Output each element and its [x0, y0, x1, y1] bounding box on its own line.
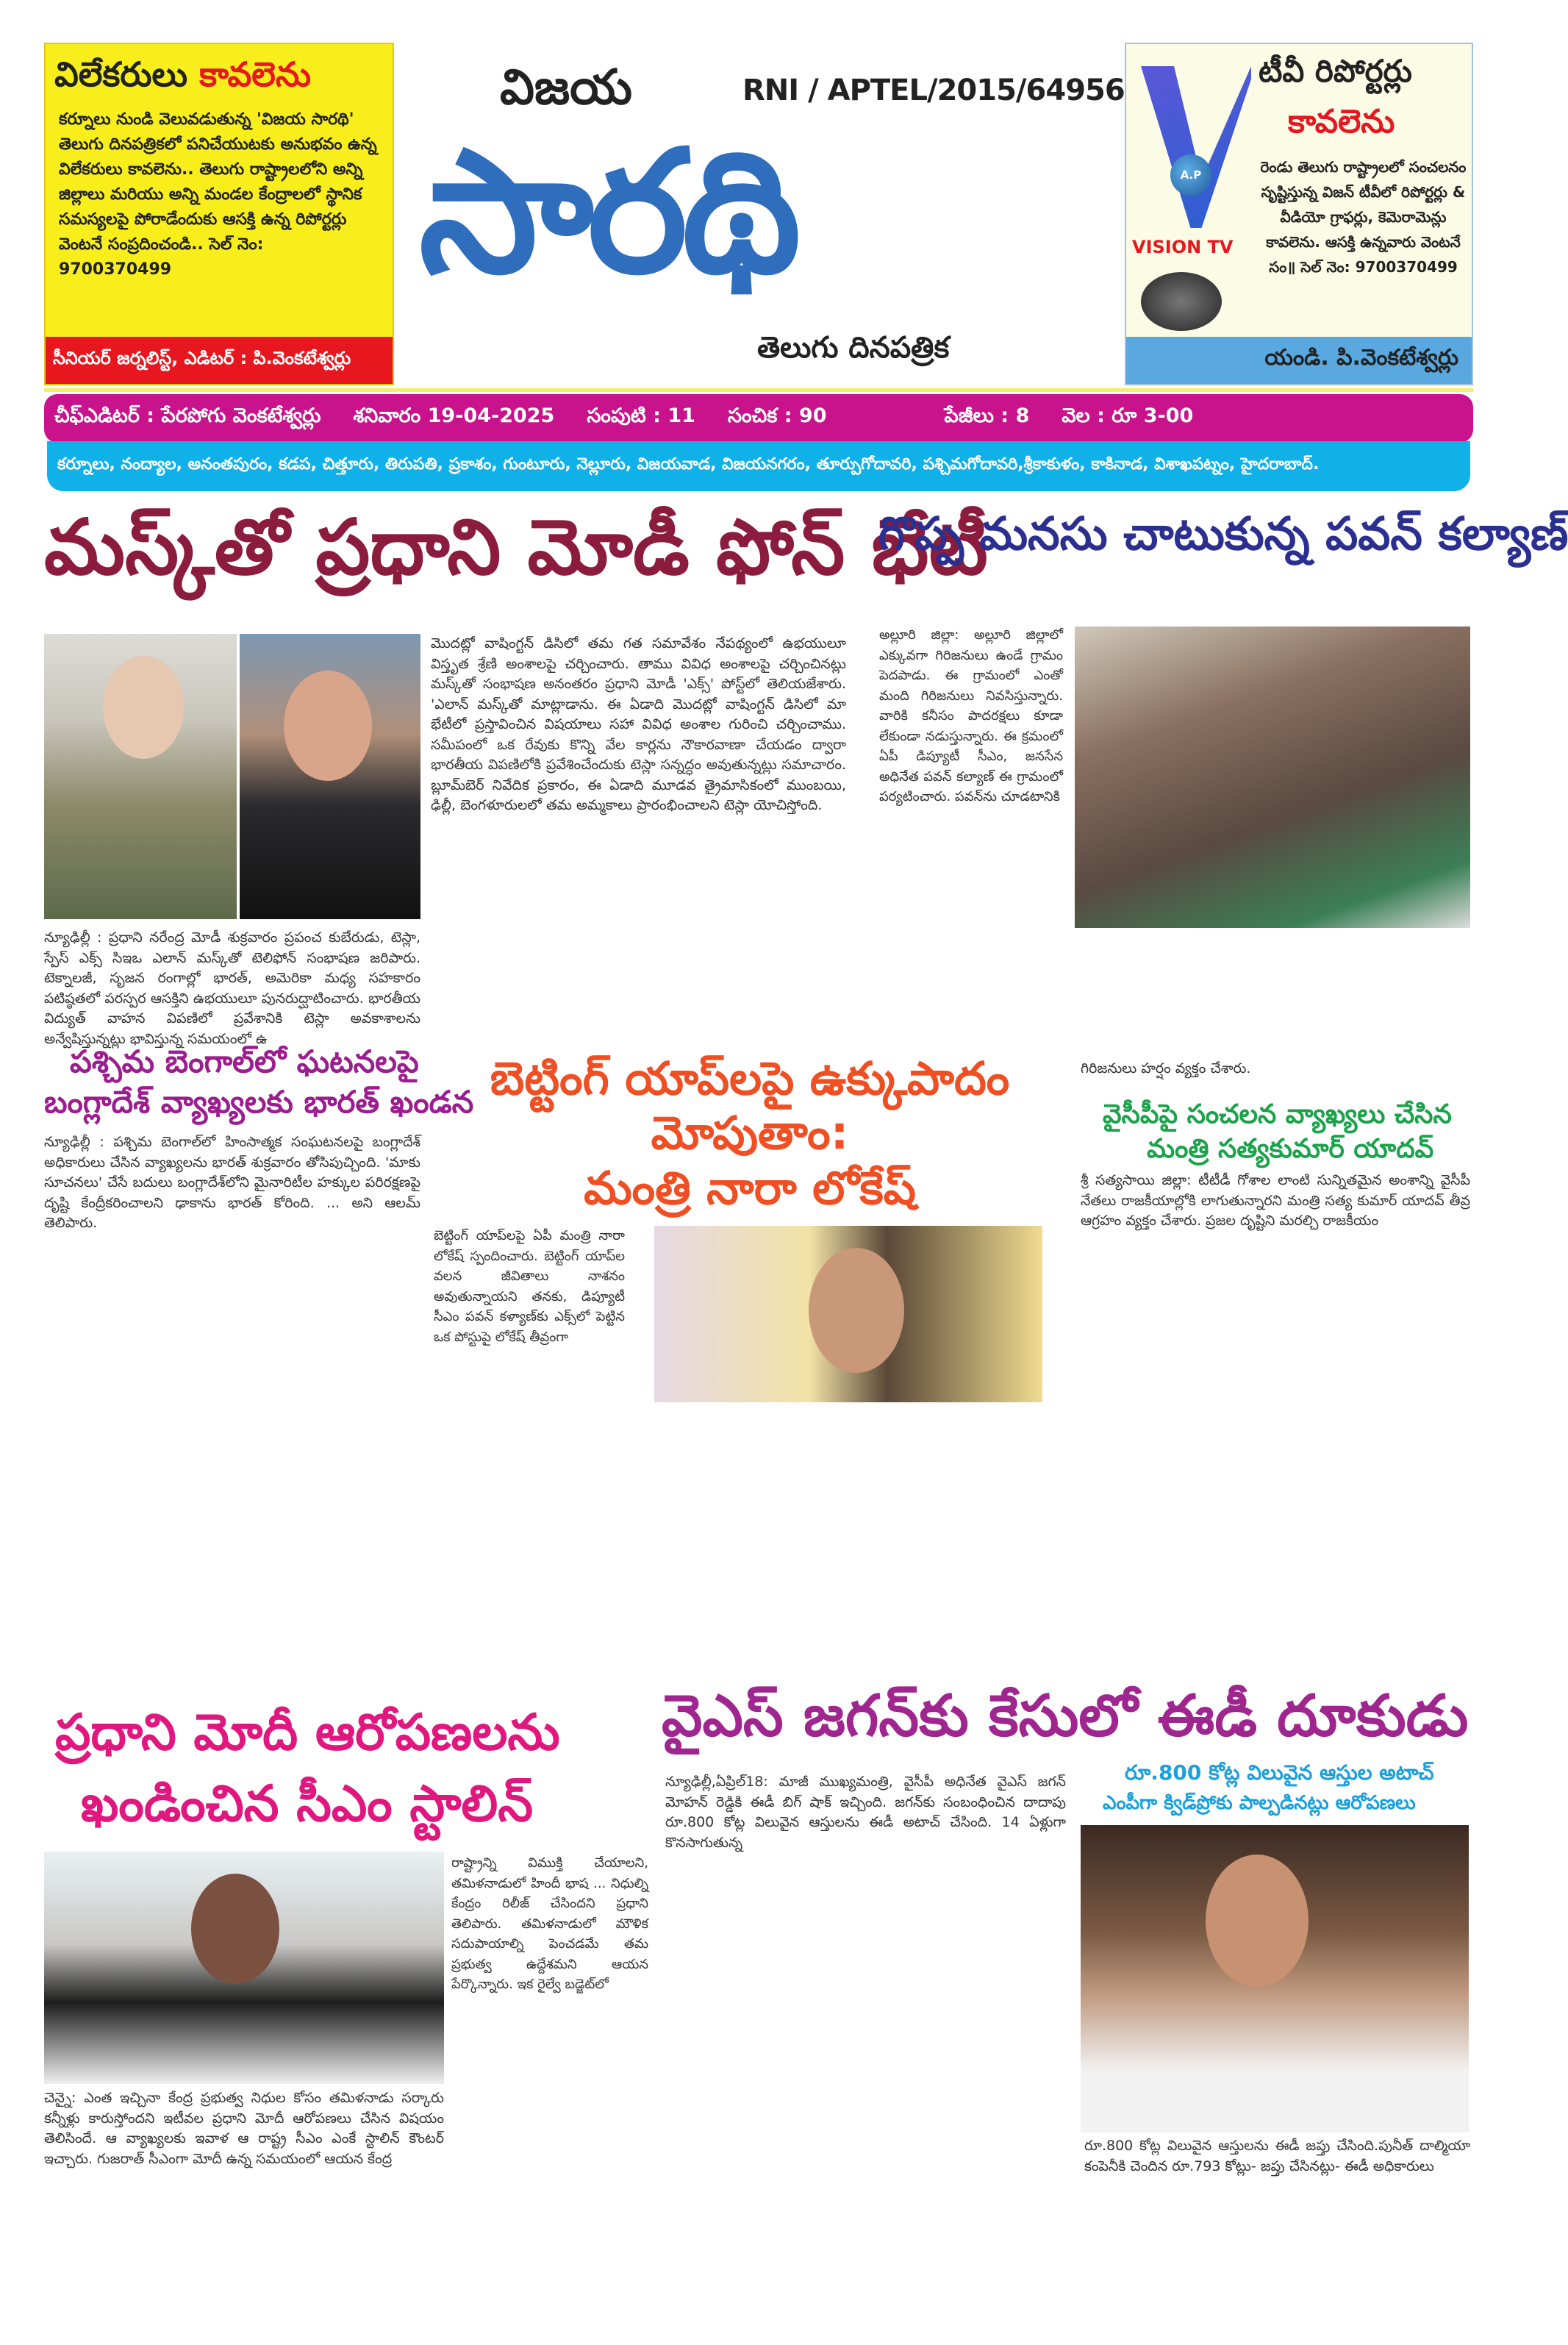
- masthead-logo: సారథి: [419, 115, 795, 311]
- article-body: శ్రీ సత్యసాయి జిల్లా: టీటీడీ గోశాల లాంటి సున్నితమైన అంశాన్ని వైసీపీ నేతలు రాజకీయాల్లోకి లాగుతున్నారని మంత్రి సత్య కుమార్ యాదవ్ తీవ్ర ఆగ్రహం వ్యక్తం చేశారు. ప్రజల దృష్టిని మరల్చి రాజకీయం: [1081, 1172, 1470, 1229]
- ad-title-red: కావలెను: [199, 54, 312, 94]
- article-tail: రూ.800 కోట్ల విలువైన ఆస్తులను ఈడీ జప్తు చేసింది.పునీత్ దాల్మియా కంపెనీకి చెందిన రూ.793 కోట్లు- జప్తు చేసినట్లు- ఈడీ అధికారులు: [1084, 2138, 1470, 2174]
- volume: సంపుటి : 11: [587, 404, 695, 427]
- ad-title: విలేకరులు: [54, 54, 188, 94]
- ad-body: రెండు తెలుగు రాష్ట్రాలలో సంచలనం సృష్టిస్తున్న విజన్ టీవీలో రిపోర్టర్లు & వీడియో గ్రాఫర్లు, కెమెరామెన్లు కావలెను. ఆసక్తి ఉన్నవారు వెంటనే సం॥ సెల్ నెం: 9700370499: [1260, 158, 1467, 276]
- ad-body: కర్నూలు నుండి వెలువడుతున్న 'విజయ సారథి' తెలుగు దినపత్రికలో పనిచేయుటకు అనుభవం ఉన్న విలేకరులు కావలెను.. తెలుగు రాష్ట్రాలలోని అన్ని జిల్లాలు మరియు అన్ని మండల కేంద్రాలలో స్థానిక సమస్యలపై పోరాడేందుకు ఆసక్తి ఉన్న రిపోర్టర్లు వెంటనే సంప్రదించండి.. సెల్ నెం: 9700370499: [59, 110, 377, 279]
- masthead-tagline: తెలుగు దినపత్రిక: [757, 331, 950, 365]
- subhead-jagan-2: ఎంపీగా క్విడ్‌ప్రోకు పాల్పడినట్లు ఆరోపణలు: [1103, 1792, 1416, 1814]
- article-body: రాష్ట్రాన్ని విముక్తి చేయాలని, తమిళనాడులో హిందీ భాష ... నిధుల్ని కేంద్రం రిలీజ్ చేసిందని ప్రధాని తెలిపారు. తమిళనాడులో మౌళిక సదుపాయాల్ని పెంచడమే తమ ప్రభుత్వ ఉద్దేశమని ఆయన పేర్కొన్నారు. ఇక రైల్వే బడ్జెట్‌లో: [451, 1855, 648, 1992]
- headline-musk-modi: మస్క్‌తో ప్రధాని మోడీ ఫోన్ భేటీ: [44, 502, 988, 592]
- ad-title: టీవీ రిపోర్టర్లు: [1259, 53, 1412, 89]
- headline-jagan-ed: వైఎస్ జగన్‌కు కేసులో ఈడీ దూకుడు: [662, 1683, 1469, 1749]
- photo-jagan: [1081, 1825, 1469, 2132]
- divider: [44, 388, 1473, 392]
- microphone-icon: [1141, 272, 1222, 331]
- photo-nara-lokesh: [654, 1226, 1042, 1402]
- article-body: న్యూఢిల్లీ : పశ్చిమ బెంగాల్‌లో హింసాత్మక సంఘటనలపై బంగ్లాదేశ్ అధికారులు చేసిన వ్యాఖ్యలను భారత్ శుక్రవారం తోసిపుచ్చింది. 'మాకు సూచనలు' చేసే బదులు బంగ్లాదేశ్‌లోని మైనారిటీల హక్కుల పరిరక్షణపై దృష్టి కేంద్రీకరించాలని ఢాకాను భారత్ కోరింది. ... అని ఆలమ్ తెలిపారు.: [44, 1134, 420, 1231]
- ad-title-red: కావలెను: [1288, 103, 1395, 140]
- ap-globe-icon: A.P: [1170, 154, 1211, 196]
- chief-editor: చీఫ్ఎడిటర్ : పేరపోగు వెంకటేశ్వర్లు: [54, 404, 321, 427]
- ad-footer: యండి. పి.వెంకటేశ్వర్లు: [1126, 337, 1472, 384]
- subhead-jagan-1: రూ.800 కోట్ల విలువైన ఆస్తుల అటాచ్: [1125, 1760, 1434, 1785]
- article-lokesh: [434, 1052, 1066, 1677]
- article-lead: న్యూఢిల్లీ : ప్రధాని నరేంద్ర మోడీ శుక్రవారం ప్రపంచ కుబేరుడు, టెస్లా, స్పేస్ ఎక్స్ సిఇఒ ఎలాన్ మస్క్‌తో టెలిఫోన్ సంభాషణ జరిపారు. టెక్నాలజీ, సృజన రంగాల్లో భారత్, అమెరికా మధ్య సహకారం పటిష్ఠతలో పరస్పర ఆసక్తిని ఉభయులూ పునరుద్ఘాటించారు. భారతీయ విద్యుత్ వాహన విపణిలో ప్రవేశానికి టెస్లా అవకాశాలను అన్వేషిస్తున్నట్లు భావిస్తున్న సమయంలో ఉ: [44, 929, 420, 1047]
- masthead-vijaya: విజయ: [500, 59, 633, 115]
- headline-pawan-kalyan: గొప్ప మనసు చాటుకున్న పవన్ కల్యాణ్: [878, 507, 1568, 560]
- article-tail: గిరిజనులు హర్షం వ్యక్తం చేశారు.: [1081, 1060, 1251, 1077]
- article-lead: చెన్నై: ఎంత ఇచ్చినా కేంద్ర ప్రభుత్వ నిధుల కోసం తమిళనాడు సర్కారు కన్నీళ్లు కారుస్తోందని ఇటీవల ప్రధాని మోదీ ఆరోపణలు చేసిన విషయం తెలిసిందే. ఆ వ్యాఖ్యలకు ఇవాళ ఆ రాష్ట్ర సీఎం ఎంకే స్టాలిన్ కౌంటర్ ఇచ్చారు. గుజరాత్ సీఎంగా మోదీ ఉన్న సమయంలో ఆయన కేంద్ర: [44, 2090, 444, 2167]
- article-body: మొదట్లో వాషింగ్టన్ డిసిలో తమ గత సమావేశం నేపథ్యంలో ఉభయులూ విస్తృత శ్రేణి అంశాలపై చర్చించారు. తాము వివిధ అంశాలపై చర్చించినట్లు మస్క్‌తో సంభాషణ అనంతరం ప్రధాని మోడీ 'ఎక్స్' పోస్ట్‌లో తెలియజేశారు. 'ఎలాన్ మస్క్‌తో మాట్లాడాను. ఈ ఏడాది మొదట్లో వాషింగ్టన్ డిసిలో మా భేటీలో ప్రస్తావించిన విషయాలు సహా వివిధ అంశాల గురించి చర్చించాము. సమీపంలో ఒక రేవుకు కొన్ని వేల కార్లను నౌకారవాణా చేయడం ద్వారా భారతీయ విపణిలోకి ప్రవేశించేందుకు టెస్లా సన్నద్ధం అవుతున్నట్లు సమాచారం. బ్లూమ్‌బెర్ నివేదిక ప్రకారం, ఈ ఏడాది మూడవ త్రైమాసికంలో ముంబయి, ఢిల్లీ, బెంగళూరులలో తమ అమ్మకాలు ప్రారంభించాలని టెస్లా యోచిస్తోంది.: [431, 635, 846, 813]
- headline-lokesh-1: బెట్టింగ్ యాప్‌లపై ఉక్కుపాదం మోపుతాం:: [490, 1052, 1010, 1160]
- issue-number: సంచిక : 90: [727, 404, 827, 427]
- headline-satyakumar-1: వైసీపీపై సంచలన వ్యాఖ్యలు చేసిన: [1103, 1099, 1452, 1129]
- page-count: పేజీలు : 8: [944, 404, 1030, 427]
- headline-bengal-1: పశ్చిమ బెంగాల్‌లో ఘటనలపై: [70, 1043, 419, 1079]
- issue-date: శనివారం 19-04-2025: [353, 404, 555, 427]
- price: వెల : రూ 3-00: [1062, 404, 1194, 427]
- tv-reporters-ad: [1125, 43, 1473, 385]
- photo-modi: [44, 634, 237, 919]
- headline-lokesh-2: మంత్రి నారా లోకేష్: [584, 1160, 916, 1215]
- vision-logo-icon: [1141, 66, 1251, 228]
- headline-bengal-2: బంగ్లాదేశ్ వ్యాఖ్యలకు భారత్ ఖండన: [44, 1084, 474, 1120]
- article-body: న్యూఢిల్లీ,ఏప్రిల్18: మాజీ ముఖ్యమంత్రి, వైసీపీ అధినేత వైఎస్ జగన్ మోహన్ రెడ్డికి ఈడీ బిగ్ షాక్ ఇచ్చింది. జగన్‌కు సంబంధించిన దాదాపు రూ.800 కోట్ల విలువైన ఆస్తులను ఈడీ అటాచ్ చేసింది. 14 ఏళ్లుగా కొనసాగుతున్న: [665, 1774, 1066, 1851]
- article-body: అల్లూరి జిల్లా: అల్లూరి జిల్లాలో ఎక్కువగా గిరిజనులు ఉండే గ్రామం పెదపాడు. ఈ గ్రామంలో ఎంతో మంది గిరిజనులు నివసిస్తున్నారు. వారికి కనీసం పాదరక్షలు కూడా లేకుండా నడుస్తున్నారు. ఈ క్రమంలో ఏపీ డిప్యూటీ సీఎం, జనసేన అధినేత పవన్ కల్యాణ్ ఈ గ్రామంలో పర్యటించారు. పవన్‌ను చూడటానికి: [879, 627, 1063, 804]
- photo-pawan-kalyan-crowd: [1075, 627, 1470, 928]
- editions-city-bar: కర్నూలు, నంద్యాల, అనంతపురం, కడప, చిత్తూరు, తిరుపతి, ప్రకాశం, గుంటూరు, నెల్లూరు, విజయవాడ, విజయనగరం, తూర్పుగోదావరి, పశ్చిమగోదావరి,శ్రీకాకుళం, కాకినాడ, విశాఖపట్నం, హైదరాబాద్.: [47, 441, 1470, 491]
- article-body: బెట్టింగ్ యాప్‌లపై ఏపీ మంత్రి నారా లోకేష్ స్పందించారు. బెట్టింగ్ యాప్‌ల వలన జీవితాలు నాశనం అవుతున్నాయని తనకు, డిప్యూటీ సీఎం పవన్ కళ్యాణ్‌కు ఎక్స్‌లో పెట్టిన ఒక పోస్టుపై లోకేష్ తీవ్రంగా: [434, 1228, 625, 1345]
- reporters-wanted-ad: [44, 43, 394, 385]
- headline-satyakumar-2: మంత్రి సత్యకుమార్ యాదవ్: [1147, 1134, 1434, 1164]
- ad-footer: సీనియర్ జర్నలిస్ట్, ఎడిటర్ : పి.వెంకటేశ్వర్లు: [46, 337, 393, 384]
- rni-number: RNI / APTEL/2015/64956: [742, 74, 1125, 107]
- vision-tv-logo: VISION TV: [1132, 237, 1234, 257]
- headline-stalin-1: ప్రధాని మోదీ ఆరోపణలను: [55, 1704, 560, 1762]
- edition-info-bar: [44, 394, 1473, 443]
- photo-stalin: [44, 1852, 444, 2084]
- photo-musk: [240, 634, 420, 919]
- headline-stalin-2: ఖండించిన సీఎం స్టాలిన్: [81, 1775, 534, 1833]
